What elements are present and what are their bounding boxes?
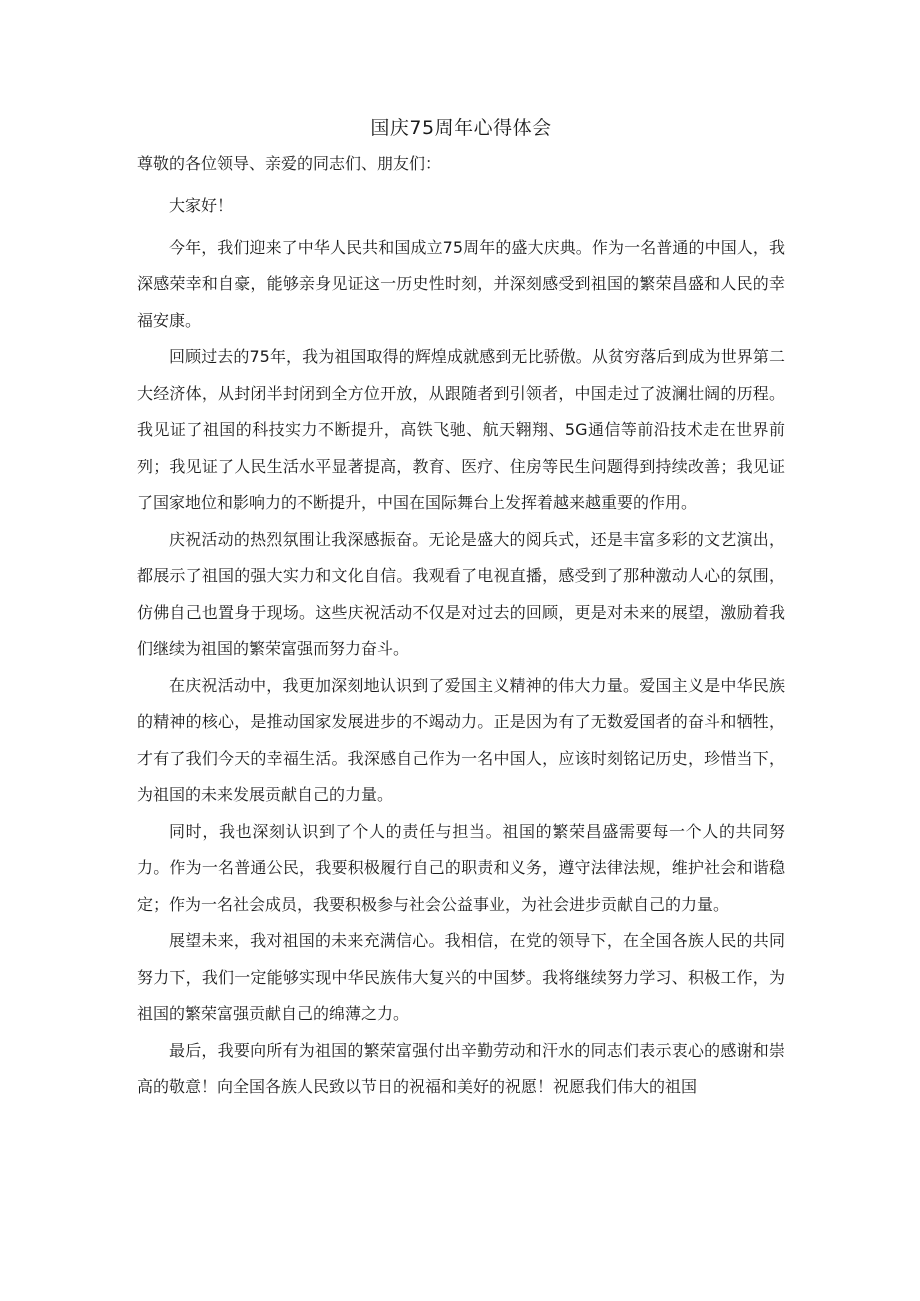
paragraph: 回顾过去的75年，我为祖国取得的辉煌成就感到无比骄傲。从贫穷落后到成为世界第二大经济体，从封闭半封闭到全方位开放，从跟随者到引领者，中国走过了波澜壮阔的历程。我见证了祖国的科技实力不断提升，高铁飞驰、航天翱翔、5G通信等前沿技术走在世界前列；我见证了人民生活水平显著提高，教育、医疗、住房等民生问题得到持续改善；我见证了国家地位和影响力的不断提升，中国在国际舞台上发挥着越来越重要的作用。	[137, 347, 785, 512]
paragraph: 同时，我也深刻认识到了个人的责任与担当。祖国的繁荣昌盛需要每一个人的共同努力。作为一名普通公民，我要积极履行自己的职责和义务，遵守法律法规，维护社会和谐稳定；作为一名社会成员，我要积极参与社会公益事业，为社会进步贡献自己的力量。	[137, 821, 785, 914]
document-page	[137, 112, 785, 1106]
paragraph: 展望未来，我对祖国的未来充满信心。我相信，在党的领导下，在全国各族人民的共同努力下，我们一定能够实现中华民族伟大复兴的中国梦。我将继续努力学习、积极工作，为祖国的繁荣富强贡献自己的绵薄之力。	[137, 931, 785, 1023]
paragraph: 庆祝活动的热烈氛围让我深感振奋。无论是盛大的阅兵式，还是丰富多彩的文艺演出，都展示了祖国的强大实力和文化自信。我观看了电视直播，感受到了那种激动人心的氛围，仿佛自己也置身于现场。这些庆祝活动不仅是对过去的回顾，更是对未来的展望，激励着我们继续为祖国的繁荣富强而努力奋斗。	[137, 529, 785, 658]
salutation: 尊敬的各位领导、亲爱的同志们、朋友们：	[137, 154, 442, 173]
paragraph-greeting: 大家好！	[169, 196, 234, 215]
paragraph: 最后，我要向所有为祖国的繁荣富强付出辛勤劳动和汗水的同志们表示衷心的感谢和崇高的敬意！向全国各族人民致以节日的祝福和美好的祝愿！祝愿我们伟大的祖国	[137, 1040, 785, 1096]
paragraph: 在庆祝活动中，我更加深刻地认识到了爱国主义精神的伟大力量。爱国主义是中华民族的精神的核心，是推动国家发展进步的不竭动力。正是因为有了无数爱国者的奋斗和牺牲，才有了我们今天的幸福生活。我深感自己作为一名中国人，应该时刻铭记历史，珍惜当下，为祖国的未来发展贡献自己的力量。	[137, 675, 785, 804]
paragraph: 今年，我们迎来了中华人民共和国成立75周年的盛大庆典。作为一名普通的中国人，我深感荣幸和自豪，能够亲身见证这一历史性时刻，并深刻感受到祖国的繁荣昌盛和人民的幸福安康。	[137, 237, 785, 330]
document-title: 国庆75周年心得体会	[370, 117, 552, 139]
